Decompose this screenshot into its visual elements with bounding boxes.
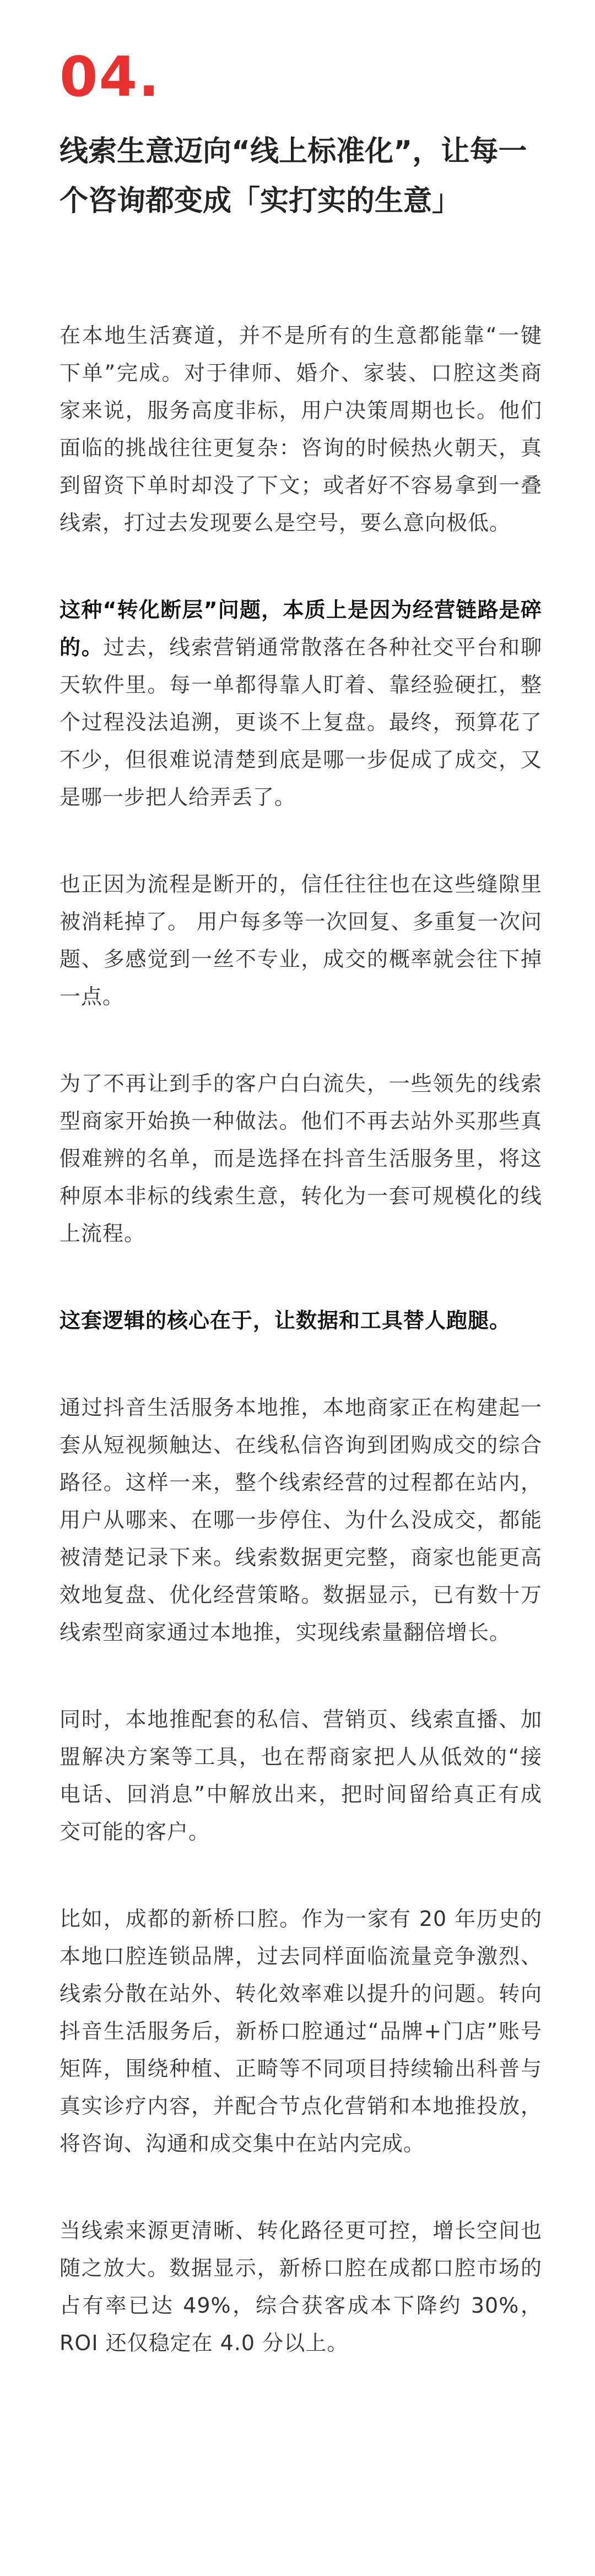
section-number: 04. [60, 45, 161, 109]
paragraph-text: 为了不再让到手的客户白白流失，一些领先的线索型商家开始换一种做法。他们不再去站外买那些真假难辨的名单，而是选择在抖音生活服务里，将这种原本非标的线索生意，转化为一套可规模化的线上流程。 [60, 1071, 542, 1246]
paragraph-trust-loss [60, 865, 542, 1015]
paragraph-intro [60, 317, 542, 542]
paragraph-results [60, 2212, 542, 2362]
paragraph-core-logic [60, 1302, 542, 1339]
paragraph-new-approach [60, 1065, 542, 1252]
paragraph-lead: 这套逻辑的核心在于，让数据和工具替人跑腿。 [60, 1308, 511, 1333]
paragraph-conversion-gap [60, 591, 542, 816]
article-body [60, 317, 542, 2411]
paragraph-text: 比如，成都的新桥口腔。作为一家有 20 年历史的本地口腔连锁品牌，过去同样面临流量竞争激烈、线索分散在站外、转化效率难以提升的问题。转向抖音生活服务后，新桥口腔通过“品牌+门店”账号矩阵，围绕种植、正畸等不同项目持续输出科普与真实诊疗内容，并配合节点化营销和本地推投放，将咨询、沟通和成交集中在站内完成。 [60, 1907, 542, 2156]
paragraph-lead: 这种“转化断层”问题，本质上是因为经营链路是碎的。 [60, 598, 542, 659]
paragraph-text: 通过抖音生活服务本地推，本地商家正在构建起一套从短视频触达、在线私信咨询到团购成交的综合路径。这样一来，整个线索经营的过程都在站内，用户从哪来、在哪一步停住、为什么没成交，都能被清楚记录下来。线索数据更完整，商家也能更高效地复盘、优化经营策略。数据显示，已有数十万线索型商家通过本地推，实现线索量翻倍增长。 [60, 1395, 542, 1644]
paragraph-tools [60, 1701, 542, 1850]
paragraph-text: 在本地生活赛道，并不是所有的生意都能靠“一键下单”完成。对于律师、婚介、家装、口腔这类商家来说，服务高度非标，用户决策周期也长。他们面临的挑战往往更复杂：咨询的时候热火朝天，真到留资下单时却没了下文；或者好不容易拿到一叠线索，打过去发现要么是空号，要么意向极低。 [60, 323, 542, 535]
paragraph-local-promotion [60, 1389, 542, 1651]
paragraph-text: 也正因为流程是断开的，信任往往也在这些缝隙里被消耗掉了。 用户每多等一次回复、多重复一次问题、多感觉到一丝不专业，成交的概率就会往下掉一点。 [60, 872, 542, 1009]
paragraph-case-study [60, 1900, 542, 2162]
section-headline: 线索生意迈向“线上标准化”，让每一个咨询都变成「实打实的生意」 [60, 135, 527, 218]
paragraph-text: 当线索来源更清晰、转化路径更可控，增长空间也随之放大。数据显示，新桥口腔在成都口腔市场的占有率已达 49%，综合获客成本下降约 30%，ROI 还仅稳定在 4.0 分以上。 [60, 2218, 542, 2355]
paragraph-text: 同时，本地推配套的私信、营销页、线索直播、加盟解决方案等工具，也在帮商家把人从低效的“接电话、回消息”中解放出来，把时间留给真正有成交可能的客户。 [60, 1707, 542, 1844]
paragraph-text: 过去，线索营销通常散落在各种社交平台和聊天软件里。每一单都得靠人盯着、靠经验硬扛，整个过程没法追溯，更谈不上复盘。最终，预算花了不少，但很难说清楚到底是哪一步促成了成交，又是哪一步把人给弄丢了。 [60, 635, 542, 809]
